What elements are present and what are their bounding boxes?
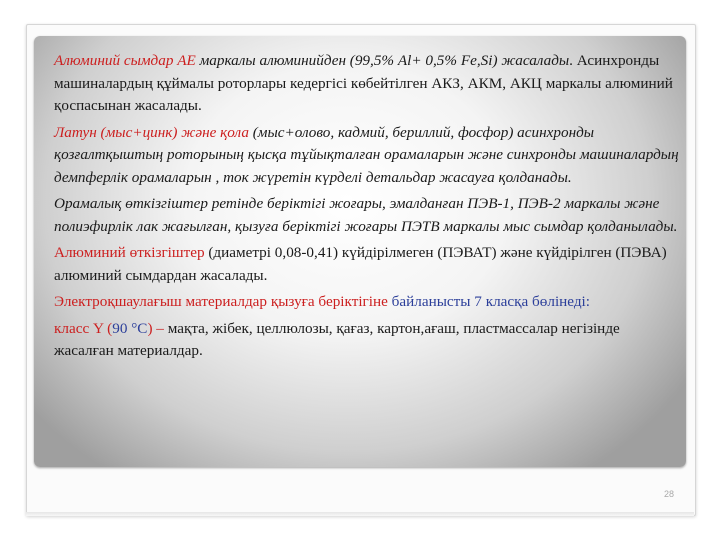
card-bottom-edge	[26, 512, 694, 516]
paragraph-insulation-materials	[54, 291, 680, 314]
term-insulation-materials: Электроқшаулағыш материалдар қызуға беріктігіне	[54, 293, 392, 310]
page-number: 28	[664, 489, 675, 499]
paragraph-aluminium-wires	[54, 50, 680, 118]
text-class-y-temperature: 90 °С	[112, 319, 148, 337]
term-class-y: класс Y (	[54, 319, 113, 337]
text-rotor-cages: . Асинхронды машиналардың құймалы роторлары кедергісі көбейтілген АКЗ, АКМ, АКЦ маркалы алюминий қоспасынан жасалады.	[54, 52, 673, 114]
paragraph-aluminium-conductors	[54, 242, 680, 287]
paragraph-class-y	[54, 318, 680, 363]
text-winding-wires: Орамалық өткізгіштер ретінде беріктігі жоғары, эмалданған ПЭВ-1, ПЭВ-2 маркалы және полиэфирлік лак жағылған, қызуға беріктігі жоғары ПЭТВ маркалы мыс сымдар қолданылады.	[54, 195, 678, 235]
paragraph-winding-wires	[54, 193, 680, 238]
text-conductor-details: (диаметрі 0,08-0,41) күйдірілмеген (ПЭВАТ) және күйдірілген (ПЭВА) алюминий сымдардан жасалады.	[54, 244, 667, 284]
text-seven-classes: байланысты 7 класқа бөлінеді:	[391, 293, 590, 310]
text-class-y-dash: ) –	[147, 319, 168, 337]
paragraph-brass-bronze	[54, 122, 680, 190]
text-made-italic: жасалады	[501, 52, 570, 69]
text-alloy-composition: маркалы алюминийден (99,5% Al+ 0,5% Fe,Si)	[199, 52, 498, 69]
term-aluminium-wires-ae: Алюминий сымдар АЕ	[54, 52, 200, 69]
text-brass-usage: (мыс+олово, кадмий, бериллий, фосфор) асинхронды қозғалтқыштың роторының қысқа тұйықталған орамаларын және синхронды машиналардың демпферлік орамаларын , ток жүретін күрделі детальдар жасауға қолданады.	[54, 123, 679, 186]
term-aluminium-conductors: Алюминий өткізгіштер	[54, 244, 209, 261]
term-brass-bronze: Латун (мыс+цинк) және қола	[54, 123, 253, 141]
slide-text	[54, 50, 680, 367]
text-class-y-materials: мақта, жібек, целлюлозы, қағаз, картон,ағаш, пластмассалар негізінде жасалған материалдар.	[54, 319, 620, 359]
